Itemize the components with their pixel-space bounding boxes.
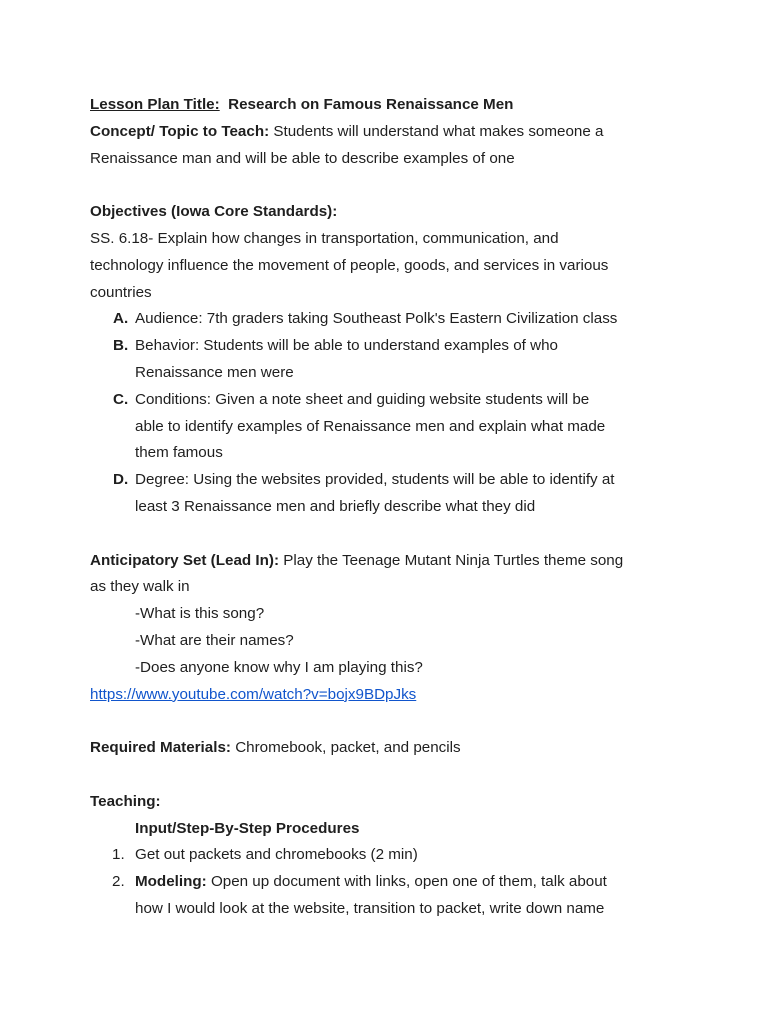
- teaching-heading: Teaching:: [90, 792, 161, 810]
- objective-text: them famous: [135, 444, 223, 462]
- anticipatory-text-2: as they walk in: [90, 578, 190, 596]
- lesson-plan-document: [90, 92, 690, 923]
- spacer: [90, 762, 690, 789]
- objective-item-c: [90, 387, 690, 467]
- objective-marker: A.: [113, 310, 129, 328]
- materials-label: Required Materials:: [90, 739, 231, 757]
- concept-text-1: Students will understand what makes someone a: [273, 122, 604, 140]
- objective-marker: C.: [113, 390, 129, 408]
- objective-marker: D.: [113, 471, 129, 489]
- question-item: -What is this song?: [135, 605, 265, 623]
- step-marker: 2.: [112, 873, 125, 891]
- step-item-1: [90, 842, 690, 869]
- objective-text: Behavior: Students will be able to understand examples of who: [135, 337, 558, 355]
- objective-item-a: [90, 306, 690, 333]
- question-item: -Does anyone know why I am playing this?: [135, 658, 423, 676]
- question-item: -What are their names?: [135, 631, 294, 649]
- objective-item-d: [90, 467, 690, 521]
- objective-marker: B.: [113, 337, 129, 355]
- spacer: [90, 708, 690, 735]
- step-item-2: [90, 869, 690, 923]
- video-link-line: [90, 682, 690, 709]
- materials-text: Chromebook, packet, and pencils: [235, 739, 461, 757]
- materials-line: [90, 735, 690, 762]
- video-link[interactable]: https://www.youtube.com/watch?v=bojx9BDpJks: [90, 685, 417, 703]
- step-first-line: [135, 869, 690, 896]
- objective-text: Degree: Using the websites provided, students will be able to identify at: [135, 471, 615, 489]
- anticipatory-text-1: Play the Teenage Mutant Ninja Turtles theme song: [283, 551, 624, 569]
- objective-text: able to identify examples of Renaissance men and explain what made: [135, 417, 606, 435]
- step-marker: 1.: [112, 846, 125, 864]
- objective-text: Conditions: Given a note sheet and guiding website students will be: [135, 390, 590, 408]
- concept-text-2: Renaissance man and will be able to describe examples of one: [90, 149, 515, 167]
- standard-line: technology influence the movement of people, goods, and services in various: [90, 256, 609, 274]
- concept-line: [90, 119, 690, 146]
- standard-line: countries: [90, 283, 152, 301]
- step-text: Open up document with links, open one of them, talk about: [210, 873, 607, 891]
- anticipatory-label: Anticipatory Set (Lead In):: [90, 551, 280, 569]
- lesson-title: Research on Famous Renaissance Men: [228, 96, 514, 113]
- title-line: [90, 92, 690, 119]
- objective-text: least 3 Renaissance men and briefly describe what they did: [135, 497, 536, 515]
- objective-text: Renaissance men were: [135, 363, 294, 381]
- step-text: Get out packets and chromebooks (2 min): [135, 846, 418, 864]
- objective-text: Audience: 7th graders taking Southeast Polk's Eastern Civilization class: [135, 310, 618, 328]
- concept-label: Concept/ Topic to Teach:: [90, 122, 270, 140]
- step-label: Modeling:: [135, 873, 207, 891]
- title-label: Lesson Plan Title:: [90, 96, 220, 113]
- standard-line: SS. 6.18- Explain how changes in transportation, communication, and: [90, 229, 559, 247]
- spacer: [90, 172, 690, 199]
- objective-item-b: [90, 333, 690, 387]
- spacer: [90, 521, 690, 548]
- objectives-heading: Objectives (Iowa Core Standards):: [90, 203, 338, 221]
- anticipatory-line: [90, 548, 690, 575]
- step-text: how I would look at the website, transition to packet, write down name: [135, 899, 605, 917]
- procedures-heading: Input/Step-By-Step Procedures: [135, 819, 360, 837]
